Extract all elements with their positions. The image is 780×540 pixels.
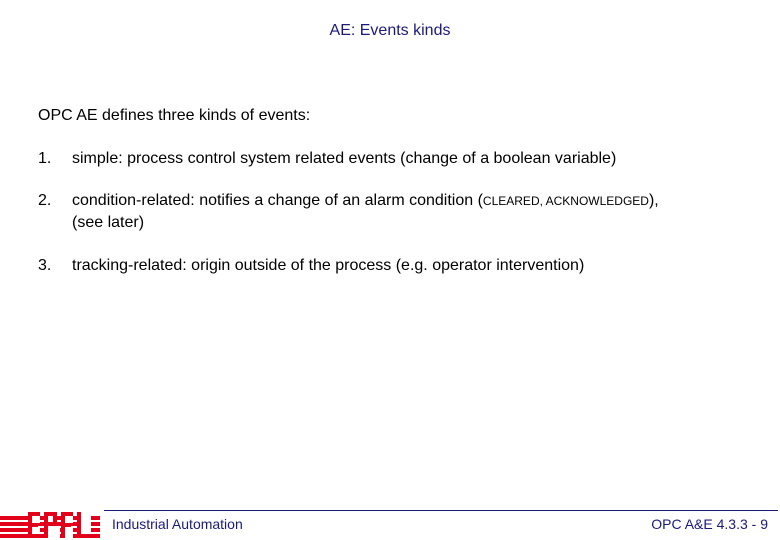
intro-text: OPC AE defines three kinds of events: (38, 107, 311, 124)
list-item-text: simple: process control system related events (change of a boolean variable) (72, 150, 617, 167)
alarm-states: CLEARED, ACKNOWLEDGED (482, 194, 649, 208)
slide-title: AE: Events kinds (329, 22, 451, 39)
footer-page-reference: OPC A&E 4.3.3 - 9 (651, 516, 768, 532)
list-item-continuation: (see later) (72, 214, 145, 231)
list-item-text: tracking-related: origin outside of the process (e.g. operator intervention) (72, 257, 585, 274)
list-item-text-after: ), (648, 192, 659, 209)
footer-course-title: Industrial Automation (112, 516, 243, 532)
list-item-number: 2. (38, 192, 52, 209)
list-item-number: 3. (38, 257, 52, 274)
list-item-number: 1. (38, 150, 52, 167)
epfl-logo (0, 508, 100, 540)
list-item-text (72, 190, 762, 234)
footer-divider (104, 510, 778, 511)
list-item-text-before: condition-related: notifies a change of an alarm condition ( (72, 192, 483, 209)
